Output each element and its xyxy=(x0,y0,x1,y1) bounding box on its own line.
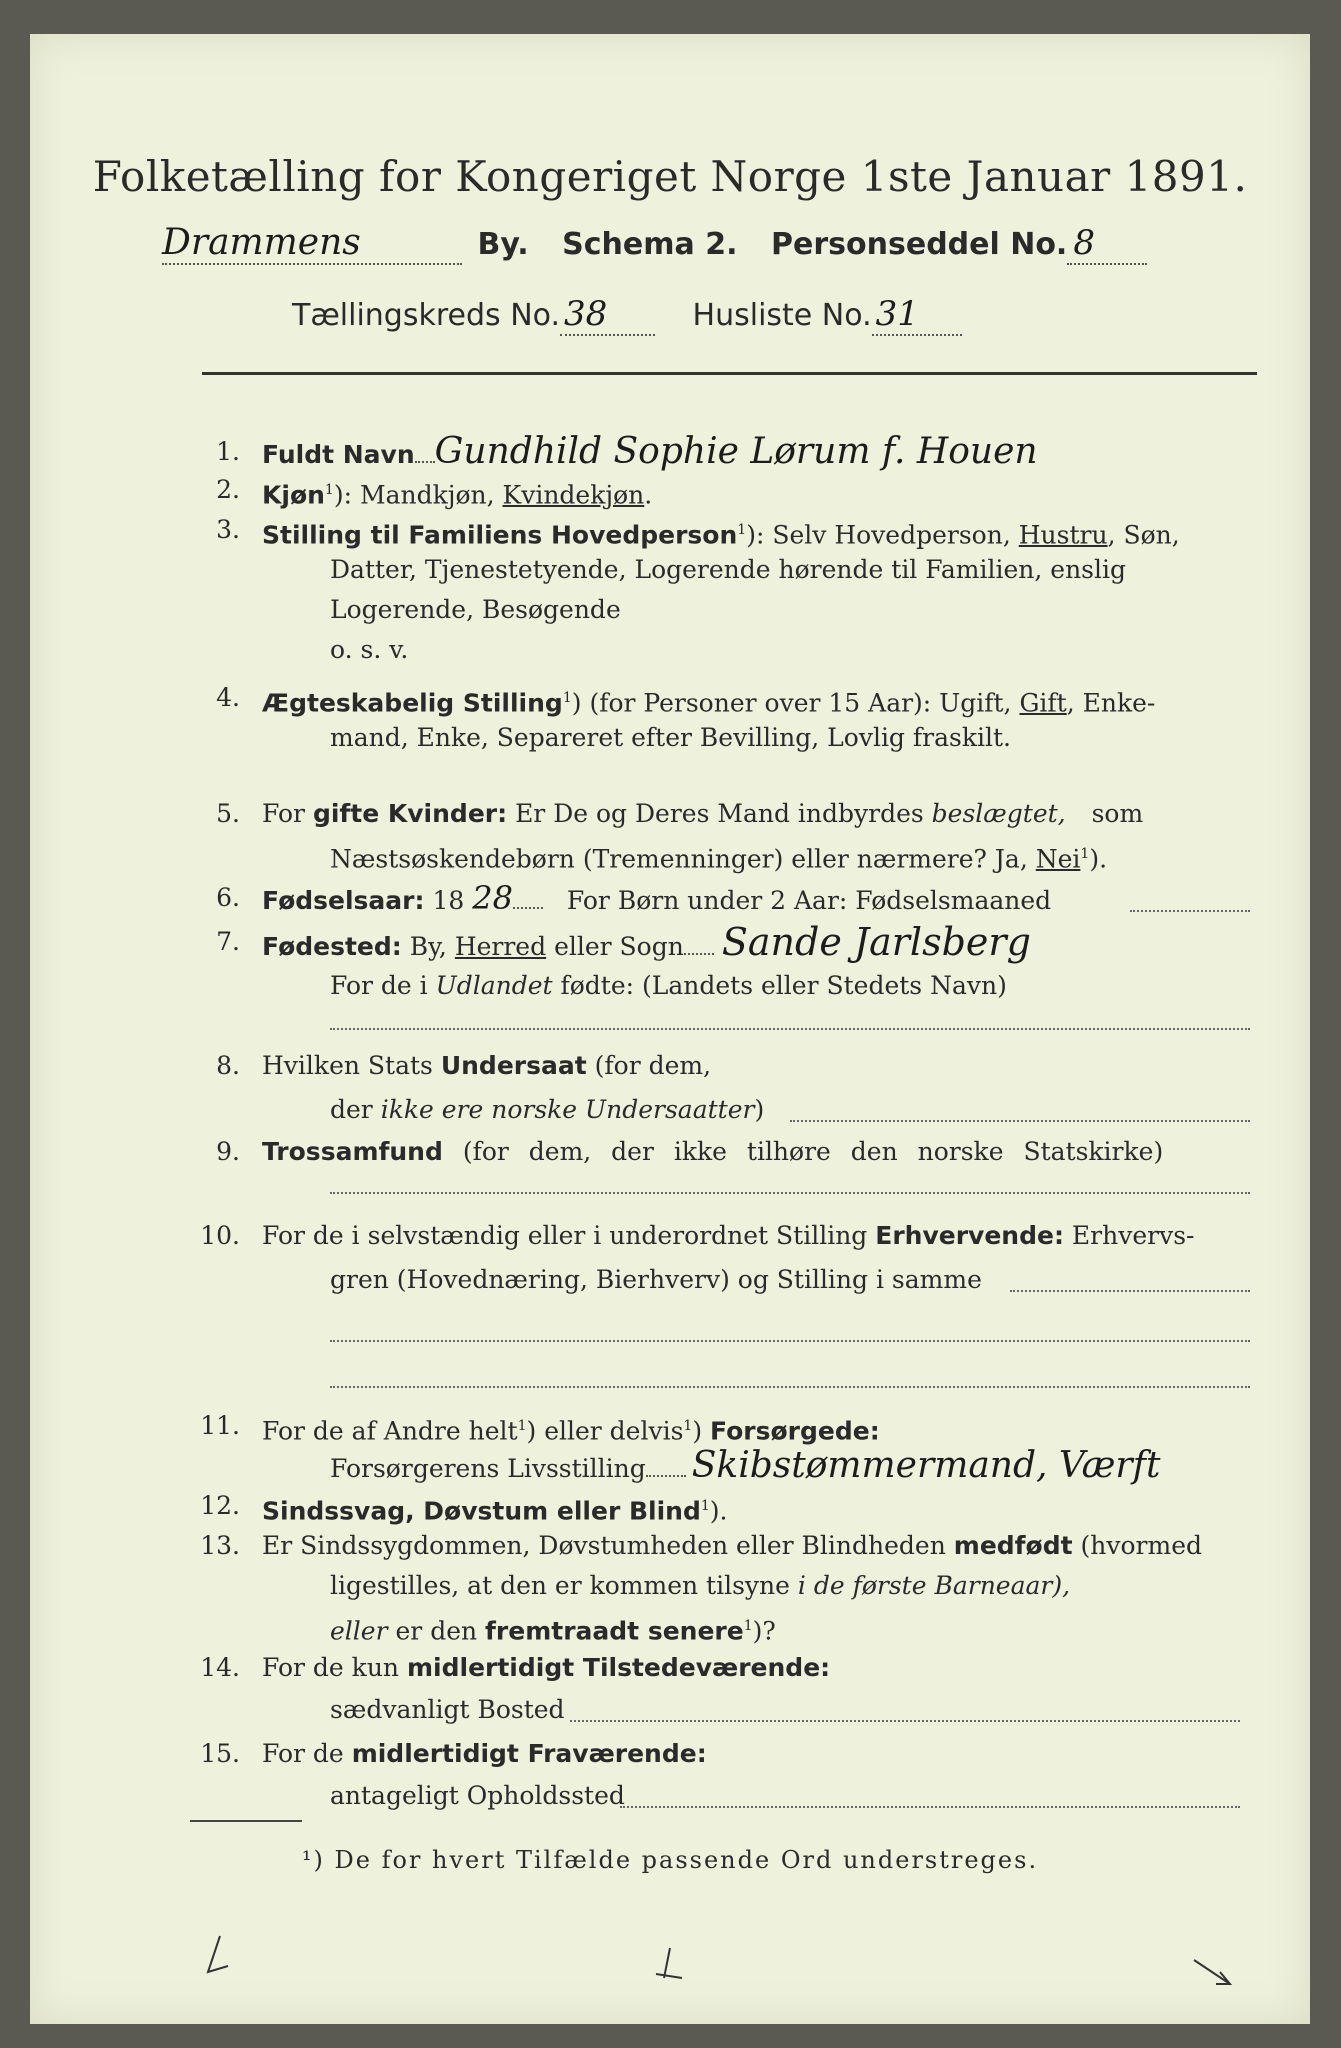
city-field xyxy=(162,222,462,265)
congenital-line3 xyxy=(330,1606,776,1651)
birthplace-line2-b: Udlandet xyxy=(435,971,553,1000)
birthplace-dotline xyxy=(330,1028,1250,1030)
pen-mark-right xyxy=(1190,1954,1240,1994)
religion-label: Trossamfund xyxy=(262,1137,443,1166)
supported-text-a: For de af Andre helt xyxy=(262,1416,518,1446)
supporter-occupation-label: Forsørgerens Livsstilling xyxy=(330,1454,646,1483)
family-position-line3: Logerende, Besøgende xyxy=(330,595,621,624)
gender-selected: Kvindekjøn xyxy=(502,480,645,510)
congenital-line3-b: er den xyxy=(395,1616,478,1646)
footnote-ref: 1 xyxy=(324,482,334,498)
item-citizenship xyxy=(262,1046,711,1086)
footnote-ref: 1 xyxy=(562,690,572,706)
supporter-occupation-value: Skibstømmermand, Værft xyxy=(691,1445,1161,1486)
occupation-label: Erhvervende: xyxy=(875,1221,1064,1250)
marital-status-label: Ægteskabelig Stilling xyxy=(262,688,563,718)
citizenship-dotline xyxy=(790,1120,1250,1122)
gender-label: Kjøn xyxy=(262,480,325,510)
citizenship-line2-c: ) xyxy=(754,1095,765,1124)
probable-residence-label: antageligt Opholdssted xyxy=(330,1781,625,1810)
birth-year-value: 28 xyxy=(472,879,513,917)
item-number: 5. xyxy=(216,799,240,828)
item-supported: For de af Andre helt$^1$) eller delvis$^1$) Forsørgede: xyxy=(262,1416,880,1446)
congenital-line2-b: i de første Barneaar), xyxy=(797,1571,1071,1600)
footnote-ref: 1 xyxy=(517,1418,527,1434)
supported-line2 xyxy=(330,1446,1160,1489)
item-full-name xyxy=(262,432,1038,475)
birthplace-text-a: By, xyxy=(409,932,447,961)
birth-month-dotline xyxy=(1130,910,1250,912)
birthplace-text-c: eller Sogn xyxy=(554,932,684,961)
citizenship-text-a: Hvilken Stats xyxy=(262,1051,433,1080)
item-number: 8. xyxy=(216,1051,240,1080)
probable-residence-dotline xyxy=(620,1806,1240,1808)
marital-status-line2: mand, Enke, Separeret efter Bevilling, Lovlig fraskilt. xyxy=(330,723,1011,752)
congenital-line2-a: ligestilles, at den er kommen tilsyne xyxy=(330,1571,790,1600)
item-temporary-absent xyxy=(262,1734,707,1774)
item-number: 2. xyxy=(216,475,240,504)
married-women-text-c: beslægtet, xyxy=(931,799,1066,828)
item-number: 4. xyxy=(216,683,240,712)
family-position-selected: Hustru xyxy=(1018,520,1108,550)
usual-residence-label: sædvanligt Bosted xyxy=(330,1695,565,1724)
item-birthplace xyxy=(262,922,1031,967)
footnote-ref: 1 xyxy=(737,522,747,538)
pen-mark-left xyxy=(200,1934,240,1984)
item-congenital xyxy=(262,1526,1202,1566)
birth-month-label: For Børn under 2 Aar: Fødselsmaaned xyxy=(566,886,1052,915)
congenital-line3-a: eller xyxy=(330,1616,388,1646)
occupation-dotline-3 xyxy=(330,1386,1250,1388)
schema-label: Schema 2. xyxy=(562,227,738,262)
pen-mark-center xyxy=(650,1944,690,1984)
item-marital-status xyxy=(262,678,1155,723)
header-rule xyxy=(202,372,1257,375)
item-number: 14. xyxy=(200,1653,240,1682)
supported-label: Forsørgede: xyxy=(710,1416,880,1446)
birthplace-label: Fødested: xyxy=(262,932,402,961)
gender-end: . xyxy=(644,480,653,510)
citizenship-text-b: (for dem, xyxy=(594,1051,712,1080)
item-number: 1. xyxy=(216,437,240,466)
occupation-text-b: Erhvervs- xyxy=(1071,1221,1195,1250)
birth-year-prefix: 18 xyxy=(432,886,465,915)
congenital-line2 xyxy=(330,1566,1070,1606)
footnote-text: ¹) De for hvert Tilfælde passende Ord understreges. xyxy=(301,1846,1039,1874)
religion-dotline xyxy=(330,1192,1250,1194)
occupation-line2: gren (Hovednæring, Bierhverv) og Stilling i samme xyxy=(330,1265,982,1294)
citizenship-label: Undersaat xyxy=(440,1051,587,1080)
family-position-line2: Datter, Tjenestetyende, Logerende hørende til Familien, enslig xyxy=(330,555,1127,584)
husliste-label: Husliste No. xyxy=(692,298,872,333)
temporary-absent-label: midlertidigt Fraværende: xyxy=(351,1739,707,1768)
kreds-label: Tællingskreds No. xyxy=(292,298,560,333)
married-women-line2-end: ). xyxy=(1089,844,1108,874)
disability-end: ). xyxy=(709,1496,728,1526)
congenital-label: medfødt xyxy=(953,1531,1073,1560)
full-name-label: Fuldt Navn xyxy=(262,440,415,469)
supported-text-b: ) eller delvis xyxy=(526,1416,684,1446)
item-number: 10. xyxy=(200,1221,240,1250)
citizenship-line2 xyxy=(330,1090,764,1130)
item-occupation xyxy=(262,1216,1194,1256)
family-position-end: , Søn, xyxy=(1107,520,1180,550)
by-label: By. xyxy=(477,227,529,262)
item-birth-year xyxy=(262,878,1051,921)
footnote-ref: 1 xyxy=(700,1498,710,1514)
family-position-line4: o. s. v. xyxy=(330,635,409,664)
congenital-line3-end: )? xyxy=(752,1616,776,1646)
citizenship-line2-b: ikke ere norske Undersaatter xyxy=(380,1095,755,1124)
form-title: Folketælling for Kongeriget Norge 1ste Januar 1891. xyxy=(92,152,1248,201)
marital-status-end: , Enke- xyxy=(1066,688,1156,718)
marital-status-selected: Gift xyxy=(1019,688,1067,718)
city-value: Drammens xyxy=(162,222,361,263)
birthplace-value: Sande Jarlsberg xyxy=(721,920,1031,964)
item-temporary-present xyxy=(262,1648,830,1688)
birth-year-label: Fødselsaar: xyxy=(262,886,425,915)
married-women-text-b: Er De og Deres Mand indbyrdes xyxy=(515,799,924,828)
temporary-present-label: midlertidigt Tilstedeværende: xyxy=(406,1653,831,1682)
item-number: 15. xyxy=(200,1739,240,1768)
footnote-ref: 1 xyxy=(1080,846,1090,862)
item-number: 11. xyxy=(200,1411,240,1440)
item-religion xyxy=(262,1132,1163,1172)
married-women-selected: Nei xyxy=(1035,844,1081,874)
occupation-dotline-2 xyxy=(330,1340,1250,1342)
kreds-value: 38 xyxy=(564,294,608,334)
religion-text: (for dem, der ikke tilhøre den norske Statskirke) xyxy=(462,1137,1164,1166)
family-position-label: Stilling til Familiens Hovedperson xyxy=(262,520,738,550)
item-family-position xyxy=(262,510,1180,555)
census-form-sheet xyxy=(30,34,1310,2024)
footnote-ref: 1 xyxy=(743,1618,753,1634)
birthplace-line2 xyxy=(330,966,1007,1006)
occupation-text-a: For de i selvstændig eller i underordnet Stilling xyxy=(262,1221,868,1250)
married-women-label: gifte Kvinder: xyxy=(312,799,508,828)
occupation-dotline-1 xyxy=(1010,1290,1250,1292)
congenital-text-a: Er Sindssygdommen, Døvstumheden eller Blindheden xyxy=(262,1531,946,1560)
married-women-line2-text: Næstsøskendebørn (Tremenninger) eller nærmere? Ja, xyxy=(330,844,1028,874)
congenital-text-b: (hvormed xyxy=(1080,1531,1203,1560)
footnote-ref: 1 xyxy=(683,1418,693,1434)
personseddel-value: 8 xyxy=(1073,223,1095,263)
married-women-line2 xyxy=(330,834,1107,879)
disability-label: Sindssvag, Døvstum eller Blind xyxy=(262,1496,701,1526)
gender-options-text: ): Mandkjøn, xyxy=(333,480,495,510)
husliste-value: 31 xyxy=(875,294,919,334)
married-women-text-d: som xyxy=(1091,799,1144,828)
marital-status-text: ) (for Personer over 15 Aar): Ugift, xyxy=(571,688,1012,718)
item-number: 13. xyxy=(200,1531,240,1560)
item-married-women xyxy=(262,794,1143,834)
item-disability xyxy=(262,1486,728,1531)
birthplace-line2-c: fødte: (Landets eller Stedets Navn) xyxy=(560,971,1007,1000)
family-position-text: ): Selv Hovedperson, xyxy=(746,520,1011,550)
married-women-text-a: For xyxy=(262,799,305,828)
citizenship-line2-a: der xyxy=(330,1095,373,1124)
item-gender xyxy=(262,470,652,515)
item-number: 7. xyxy=(216,927,240,956)
temporary-absent-text: For de xyxy=(262,1739,344,1768)
item-number: 12. xyxy=(200,1491,240,1520)
personseddel-label: Personseddel No. xyxy=(771,227,1068,262)
birthplace-selected: Herred xyxy=(454,932,547,961)
footnote-rule xyxy=(190,1820,302,1822)
item-number: 6. xyxy=(216,883,240,912)
usual-residence-dotline xyxy=(570,1720,1240,1722)
item-number: 3. xyxy=(216,515,240,544)
temporary-present-text: For de kun xyxy=(262,1653,400,1682)
birthplace-line2-a: For de i xyxy=(330,971,428,1000)
full-name-value: Gundhild Sophie Lørum f. Houen xyxy=(434,431,1038,472)
congenital-line3-label: fremtraadt senere xyxy=(485,1616,744,1646)
item-number: 9. xyxy=(216,1137,240,1166)
city-line xyxy=(162,222,1147,265)
kreds-line xyxy=(292,294,962,336)
